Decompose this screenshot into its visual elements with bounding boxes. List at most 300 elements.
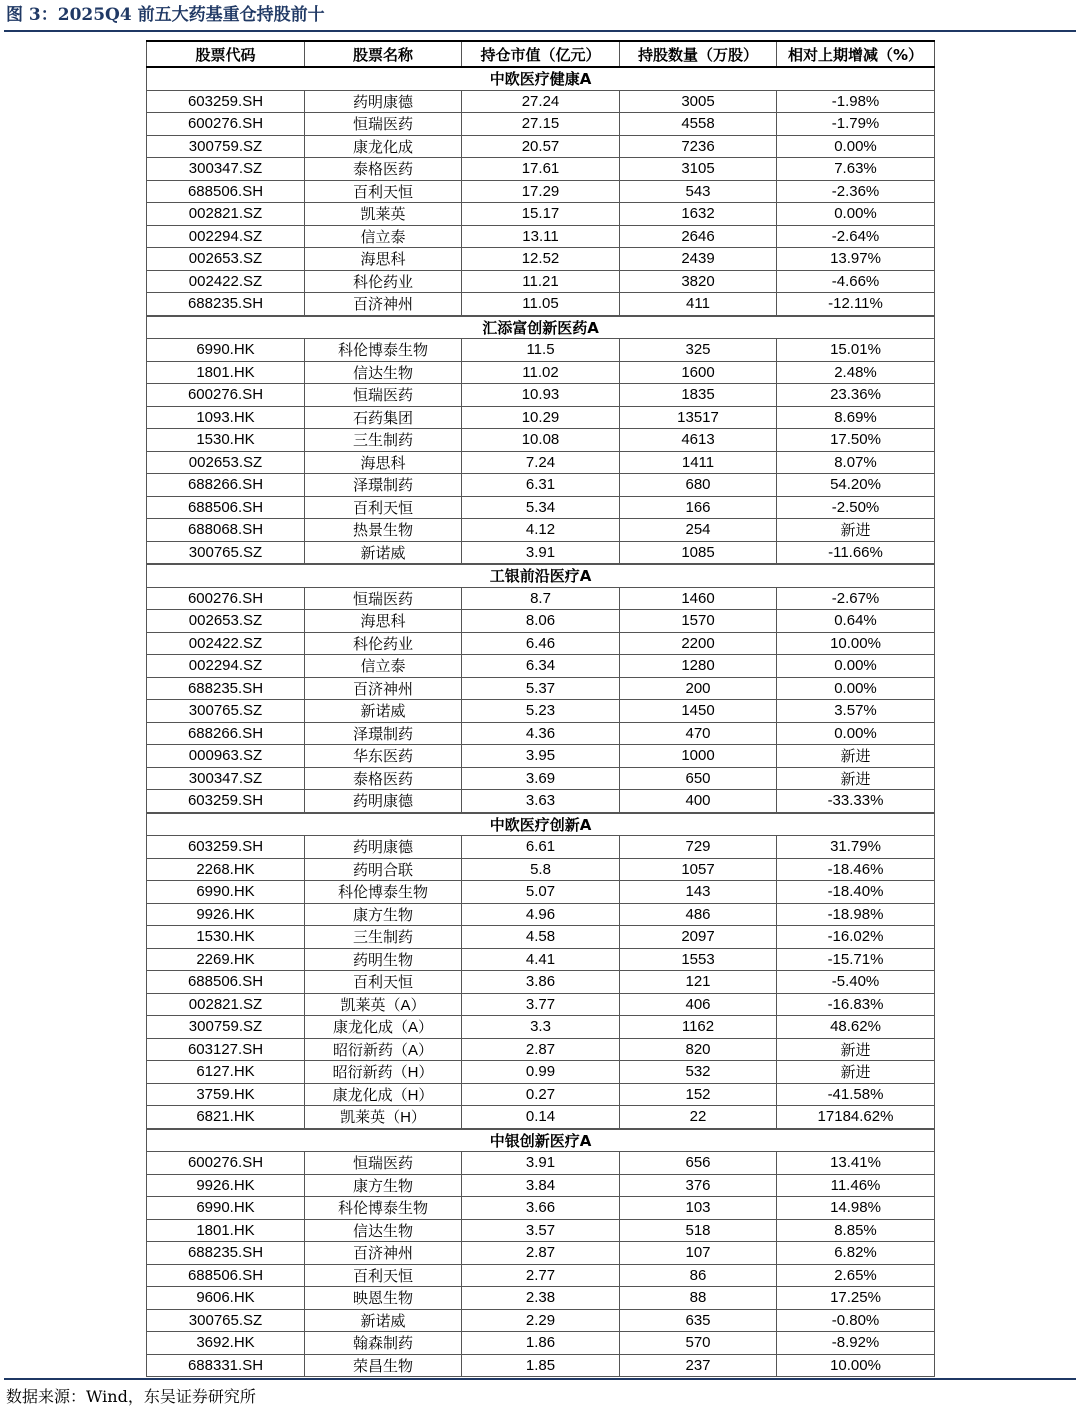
shares-cell: 635: [620, 1309, 777, 1332]
stock-name-cell: 昭衍新药（H）: [305, 1061, 462, 1084]
change-cell: -1.79%: [777, 113, 935, 136]
market-value-cell: 3.95: [462, 745, 620, 768]
change-cell: -41.58%: [777, 1083, 935, 1106]
market-value-cell: 12.52: [462, 248, 620, 271]
stock-code-cell: 688266.SH: [147, 722, 305, 745]
table-body: [147, 67, 935, 1377]
market-value-cell: 5.37: [462, 677, 620, 700]
table-row: [147, 903, 935, 926]
stock-name-cell: 科伦博泰生物: [305, 1197, 462, 1220]
stock-name-cell: 恒瑞医药: [305, 1152, 462, 1175]
table-row: [147, 858, 935, 881]
stock-name-cell: 三生制药: [305, 926, 462, 949]
shares-cell: 2097: [620, 926, 777, 949]
table-row: [147, 429, 935, 452]
market-value-cell: 8.06: [462, 610, 620, 633]
stock-code-cell: 6990.HK: [147, 881, 305, 904]
change-cell: 14.98%: [777, 1197, 935, 1220]
top-rule: [4, 30, 1076, 32]
stock-code-cell: 603259.SH: [147, 790, 305, 813]
stock-name-cell: 泰格医药: [305, 767, 462, 790]
stock-code-cell: 300759.SZ: [147, 1016, 305, 1039]
table-row: [147, 225, 935, 248]
stock-name-cell: 凯莱英: [305, 203, 462, 226]
change-cell: -2.50%: [777, 496, 935, 519]
shares-cell: 1835: [620, 384, 777, 407]
stock-name-cell: 凯莱英（A）: [305, 993, 462, 1016]
table-row: [147, 610, 935, 633]
change-cell: -16.83%: [777, 993, 935, 1016]
market-value-cell: 3.77: [462, 993, 620, 1016]
stock-code-cell: 3692.HK: [147, 1332, 305, 1355]
market-value-cell: 13.11: [462, 225, 620, 248]
table-row: [147, 406, 935, 429]
stock-code-cell: 9926.HK: [147, 903, 305, 926]
fund-name: 中欧医疗创新A: [147, 813, 935, 836]
shares-cell: 532: [620, 1061, 777, 1084]
shares-cell: 3820: [620, 270, 777, 293]
stock-name-cell: 新诺威: [305, 1309, 462, 1332]
market-value-cell: 5.8: [462, 858, 620, 881]
table-row: [147, 1309, 935, 1332]
market-value-cell: 3.63: [462, 790, 620, 813]
change-cell: -2.64%: [777, 225, 935, 248]
table-row: [147, 948, 935, 971]
change-cell: 2.48%: [777, 361, 935, 384]
table-row: [147, 203, 935, 226]
stock-name-cell: 百利天恒: [305, 180, 462, 203]
shares-cell: 543: [620, 180, 777, 203]
shares-cell: 820: [620, 1038, 777, 1061]
table-row: [147, 790, 935, 813]
shares-cell: 1553: [620, 948, 777, 971]
stock-name-cell: 百济神州: [305, 1242, 462, 1265]
shares-cell: 1460: [620, 587, 777, 610]
change-cell: 48.62%: [777, 1016, 935, 1039]
stock-code-cell: 688506.SH: [147, 180, 305, 203]
table-row: [147, 1106, 935, 1129]
stock-code-cell: 2269.HK: [147, 948, 305, 971]
fund-name: 汇添富创新医药A: [147, 316, 935, 339]
table-row: [147, 722, 935, 745]
stock-code-cell: 688235.SH: [147, 293, 305, 316]
table-row: [147, 339, 935, 362]
shares-cell: 376: [620, 1174, 777, 1197]
change-cell: 31.79%: [777, 836, 935, 859]
change-cell: -18.98%: [777, 903, 935, 926]
shares-cell: 656: [620, 1152, 777, 1175]
stock-code-cell: 002653.SZ: [147, 451, 305, 474]
change-cell: 7.63%: [777, 158, 935, 181]
change-cell: 54.20%: [777, 474, 935, 497]
change-cell: 11.46%: [777, 1174, 935, 1197]
shares-cell: 470: [620, 722, 777, 745]
stock-name-cell: 康龙化成（H）: [305, 1083, 462, 1106]
stock-name-cell: 海思科: [305, 451, 462, 474]
shares-cell: 400: [620, 790, 777, 813]
change-cell: -8.92%: [777, 1332, 935, 1355]
header-change: 相对上期增减（%）: [777, 41, 935, 67]
stock-code-cell: 6990.HK: [147, 1197, 305, 1220]
shares-cell: 1570: [620, 610, 777, 633]
change-cell: -33.33%: [777, 790, 935, 813]
shares-cell: 1162: [620, 1016, 777, 1039]
market-value-cell: 2.87: [462, 1038, 620, 1061]
table-row: [147, 926, 935, 949]
table-row: [147, 836, 935, 859]
stock-name-cell: 三生制药: [305, 429, 462, 452]
stock-name-cell: 康龙化成（A）: [305, 1016, 462, 1039]
stock-code-cell: 002294.SZ: [147, 655, 305, 678]
change-cell: 2.65%: [777, 1264, 935, 1287]
market-value-cell: 3.57: [462, 1219, 620, 1242]
shares-cell: 2200: [620, 632, 777, 655]
table-row: [147, 881, 935, 904]
shares-cell: 121: [620, 971, 777, 994]
market-value-cell: 7.24: [462, 451, 620, 474]
table-row: [147, 700, 935, 723]
market-value-cell: 5.34: [462, 496, 620, 519]
shares-cell: 411: [620, 293, 777, 316]
stock-name-cell: 荣昌生物: [305, 1354, 462, 1377]
table-row: [147, 248, 935, 271]
stock-code-cell: 600276.SH: [147, 587, 305, 610]
market-value-cell: 27.24: [462, 90, 620, 113]
shares-cell: 3005: [620, 90, 777, 113]
market-value-cell: 10.08: [462, 429, 620, 452]
shares-cell: 486: [620, 903, 777, 926]
stock-name-cell: 映恩生物: [305, 1287, 462, 1310]
group-header-row: [147, 316, 935, 339]
stock-name-cell: 药明生物: [305, 948, 462, 971]
table-row: [147, 474, 935, 497]
change-cell: -18.46%: [777, 858, 935, 881]
market-value-cell: 11.05: [462, 293, 620, 316]
market-value-cell: 0.27: [462, 1083, 620, 1106]
stock-name-cell: 药明合联: [305, 858, 462, 881]
market-value-cell: 0.99: [462, 1061, 620, 1084]
stock-code-cell: 688235.SH: [147, 1242, 305, 1265]
table-row: [147, 1219, 935, 1242]
stock-code-cell: 6821.HK: [147, 1106, 305, 1129]
shares-cell: 729: [620, 836, 777, 859]
table-row: [147, 158, 935, 181]
stock-code-cell: 6127.HK: [147, 1061, 305, 1084]
market-value-cell: 4.58: [462, 926, 620, 949]
market-value-cell: 0.14: [462, 1106, 620, 1129]
stock-code-cell: 688235.SH: [147, 677, 305, 700]
table-row: [147, 1354, 935, 1377]
change-cell: 13.41%: [777, 1152, 935, 1175]
shares-cell: 1280: [620, 655, 777, 678]
table-row: [147, 1287, 935, 1310]
stock-name-cell: 泰格医药: [305, 158, 462, 181]
table-row: [147, 270, 935, 293]
market-value-cell: 2.38: [462, 1287, 620, 1310]
table-row: [147, 632, 935, 655]
market-value-cell: 10.29: [462, 406, 620, 429]
table-row: [147, 384, 935, 407]
stock-code-cell: 002422.SZ: [147, 632, 305, 655]
shares-cell: 237: [620, 1354, 777, 1377]
stock-code-cell: 1801.HK: [147, 361, 305, 384]
stock-name-cell: 百利天恒: [305, 1264, 462, 1287]
holdings-table: [146, 40, 935, 1377]
shares-cell: 1450: [620, 700, 777, 723]
market-value-cell: 6.61: [462, 836, 620, 859]
change-cell: 6.82%: [777, 1242, 935, 1265]
table-row: [147, 971, 935, 994]
stock-name-cell: 新诺威: [305, 541, 462, 564]
change-cell: -0.80%: [777, 1309, 935, 1332]
stock-code-cell: 300759.SZ: [147, 135, 305, 158]
market-value-cell: 2.77: [462, 1264, 620, 1287]
stock-name-cell: 信达生物: [305, 1219, 462, 1242]
table-row: [147, 180, 935, 203]
table-row: [147, 745, 935, 768]
change-cell: 0.00%: [777, 135, 935, 158]
stock-name-cell: 新诺威: [305, 700, 462, 723]
shares-cell: 518: [620, 1219, 777, 1242]
shares-cell: 4613: [620, 429, 777, 452]
stock-code-cell: 600276.SH: [147, 384, 305, 407]
bottom-rule: [4, 1378, 1076, 1380]
group-header-row: [147, 813, 935, 836]
market-value-cell: 6.31: [462, 474, 620, 497]
stock-name-cell: 药明康德: [305, 790, 462, 813]
change-cell: 17184.62%: [777, 1106, 935, 1129]
stock-code-cell: 300765.SZ: [147, 541, 305, 564]
change-cell: 新进: [777, 745, 935, 768]
stock-name-cell: 药明康德: [305, 90, 462, 113]
group-header-row: [147, 564, 935, 587]
table-row: [147, 1016, 935, 1039]
shares-cell: 86: [620, 1264, 777, 1287]
group-header-row: [147, 67, 935, 90]
stock-name-cell: 海思科: [305, 248, 462, 271]
change-cell: 13.97%: [777, 248, 935, 271]
table-row: [147, 655, 935, 678]
stock-name-cell: 恒瑞医药: [305, 113, 462, 136]
market-value-cell: 4.36: [462, 722, 620, 745]
change-cell: -11.66%: [777, 541, 935, 564]
shares-cell: 107: [620, 1242, 777, 1265]
stock-code-cell: 002653.SZ: [147, 248, 305, 271]
stock-code-cell: 9926.HK: [147, 1174, 305, 1197]
change-cell: 新进: [777, 1038, 935, 1061]
stock-name-cell: 信达生物: [305, 361, 462, 384]
source-note: 数据来源：Wind，东吴证券研究所: [6, 1387, 256, 1406]
table-row: [147, 1061, 935, 1084]
table-row: [147, 519, 935, 542]
stock-code-cell: 603127.SH: [147, 1038, 305, 1061]
figure-title: 图 3：2025Q4 前五大药基重仓持股前十: [6, 5, 325, 25]
change-cell: 0.00%: [777, 655, 935, 678]
shares-cell: 143: [620, 881, 777, 904]
change-cell: -16.02%: [777, 926, 935, 949]
stock-name-cell: 恒瑞医药: [305, 384, 462, 407]
table-row: [147, 1332, 935, 1355]
stock-name-cell: 泽璟制药: [305, 722, 462, 745]
shares-cell: 2439: [620, 248, 777, 271]
stock-name-cell: 药明康德: [305, 836, 462, 859]
change-cell: -4.66%: [777, 270, 935, 293]
shares-cell: 1085: [620, 541, 777, 564]
change-cell: -5.40%: [777, 971, 935, 994]
stock-code-cell: 300765.SZ: [147, 1309, 305, 1332]
market-value-cell: 10.93: [462, 384, 620, 407]
change-cell: -12.11%: [777, 293, 935, 316]
shares-cell: 570: [620, 1332, 777, 1355]
shares-cell: 3105: [620, 158, 777, 181]
change-cell: -2.36%: [777, 180, 935, 203]
stock-name-cell: 百济神州: [305, 293, 462, 316]
change-cell: 0.00%: [777, 203, 935, 226]
change-cell: -2.67%: [777, 587, 935, 610]
change-cell: 0.00%: [777, 677, 935, 700]
header-row: [147, 41, 935, 67]
shares-cell: 1411: [620, 451, 777, 474]
change-cell: 新进: [777, 767, 935, 790]
stock-code-cell: 9606.HK: [147, 1287, 305, 1310]
stock-name-cell: 百济神州: [305, 677, 462, 700]
stock-code-cell: 3759.HK: [147, 1083, 305, 1106]
header-market-value: 持仓市值（亿元）: [462, 41, 620, 67]
shares-cell: 254: [620, 519, 777, 542]
market-value-cell: 4.96: [462, 903, 620, 926]
change-cell: -18.40%: [777, 881, 935, 904]
stock-name-cell: 康方生物: [305, 1174, 462, 1197]
table-row: [147, 541, 935, 564]
table-row: [147, 135, 935, 158]
market-value-cell: 11.21: [462, 270, 620, 293]
shares-cell: 1632: [620, 203, 777, 226]
group-header-row: [147, 1129, 935, 1152]
market-value-cell: 5.07: [462, 881, 620, 904]
shares-cell: 103: [620, 1197, 777, 1220]
change-cell: 新进: [777, 1061, 935, 1084]
market-value-cell: 20.57: [462, 135, 620, 158]
stock-name-cell: 石药集团: [305, 406, 462, 429]
stock-name-cell: 恒瑞医药: [305, 587, 462, 610]
table-row: [147, 451, 935, 474]
stock-code-cell: 2268.HK: [147, 858, 305, 881]
header-stock-code: 股票代码: [147, 41, 305, 67]
stock-name-cell: 百利天恒: [305, 971, 462, 994]
change-cell: 17.50%: [777, 429, 935, 452]
market-value-cell: 1.86: [462, 1332, 620, 1355]
market-value-cell: 27.15: [462, 113, 620, 136]
market-value-cell: 3.86: [462, 971, 620, 994]
table-row: [147, 587, 935, 610]
stock-code-cell: 000963.SZ: [147, 745, 305, 768]
shares-cell: 2646: [620, 225, 777, 248]
stock-name-cell: 百利天恒: [305, 496, 462, 519]
market-value-cell: 1.85: [462, 1354, 620, 1377]
shares-cell: 13517: [620, 406, 777, 429]
change-cell: -15.71%: [777, 948, 935, 971]
stock-code-cell: 688506.SH: [147, 971, 305, 994]
table-row: [147, 1197, 935, 1220]
market-value-cell: 3.69: [462, 767, 620, 790]
table-row: [147, 993, 935, 1016]
change-cell: 15.01%: [777, 339, 935, 362]
table-row: [147, 293, 935, 316]
shares-cell: 22: [620, 1106, 777, 1129]
change-cell: 23.36%: [777, 384, 935, 407]
shares-cell: 152: [620, 1083, 777, 1106]
stock-code-cell: 300765.SZ: [147, 700, 305, 723]
market-value-cell: 6.46: [462, 632, 620, 655]
table-row: [147, 1038, 935, 1061]
shares-cell: 7236: [620, 135, 777, 158]
stock-name-cell: 康龙化成: [305, 135, 462, 158]
change-cell: -1.98%: [777, 90, 935, 113]
shares-cell: 1600: [620, 361, 777, 384]
change-cell: 0.00%: [777, 722, 935, 745]
stock-code-cell: 603259.SH: [147, 90, 305, 113]
table-row: [147, 90, 935, 113]
market-value-cell: 15.17: [462, 203, 620, 226]
change-cell: 8.85%: [777, 1219, 935, 1242]
stock-name-cell: 华东医药: [305, 745, 462, 768]
stock-code-cell: 688506.SH: [147, 496, 305, 519]
table-row: [147, 1174, 935, 1197]
change-cell: 10.00%: [777, 632, 935, 655]
table-row: [147, 1242, 935, 1265]
fund-name: 工银前沿医疗A: [147, 564, 935, 587]
table-row: [147, 677, 935, 700]
stock-code-cell: 300347.SZ: [147, 767, 305, 790]
market-value-cell: 11.5: [462, 339, 620, 362]
market-value-cell: 4.41: [462, 948, 620, 971]
table-row: [147, 1264, 935, 1287]
stock-name-cell: 科伦药业: [305, 632, 462, 655]
change-cell: 10.00%: [777, 1354, 935, 1377]
shares-cell: 406: [620, 993, 777, 1016]
fund-name: 中银创新医疗A: [147, 1129, 935, 1152]
stock-name-cell: 凯莱英（H）: [305, 1106, 462, 1129]
table-row: [147, 1152, 935, 1175]
stock-code-cell: 1093.HK: [147, 406, 305, 429]
stock-code-cell: 6990.HK: [147, 339, 305, 362]
stock-code-cell: 600276.SH: [147, 1152, 305, 1175]
table-row: [147, 1083, 935, 1106]
market-value-cell: 5.23: [462, 700, 620, 723]
shares-cell: 1057: [620, 858, 777, 881]
stock-code-cell: 688506.SH: [147, 1264, 305, 1287]
shares-cell: 1000: [620, 745, 777, 768]
change-cell: 新进: [777, 519, 935, 542]
stock-name-cell: 科伦博泰生物: [305, 339, 462, 362]
market-value-cell: 3.91: [462, 541, 620, 564]
change-cell: 8.07%: [777, 451, 935, 474]
market-value-cell: 17.29: [462, 180, 620, 203]
stock-code-cell: 688331.SH: [147, 1354, 305, 1377]
shares-cell: 4558: [620, 113, 777, 136]
shares-cell: 166: [620, 496, 777, 519]
stock-code-cell: 002821.SZ: [147, 993, 305, 1016]
table-row: [147, 113, 935, 136]
shares-cell: 200: [620, 677, 777, 700]
stock-code-cell: 600276.SH: [147, 113, 305, 136]
header-stock-name: 股票名称: [305, 41, 462, 67]
stock-code-cell: 002294.SZ: [147, 225, 305, 248]
stock-name-cell: 科伦博泰生物: [305, 881, 462, 904]
stock-code-cell: 1530.HK: [147, 429, 305, 452]
shares-cell: 325: [620, 339, 777, 362]
market-value-cell: 17.61: [462, 158, 620, 181]
